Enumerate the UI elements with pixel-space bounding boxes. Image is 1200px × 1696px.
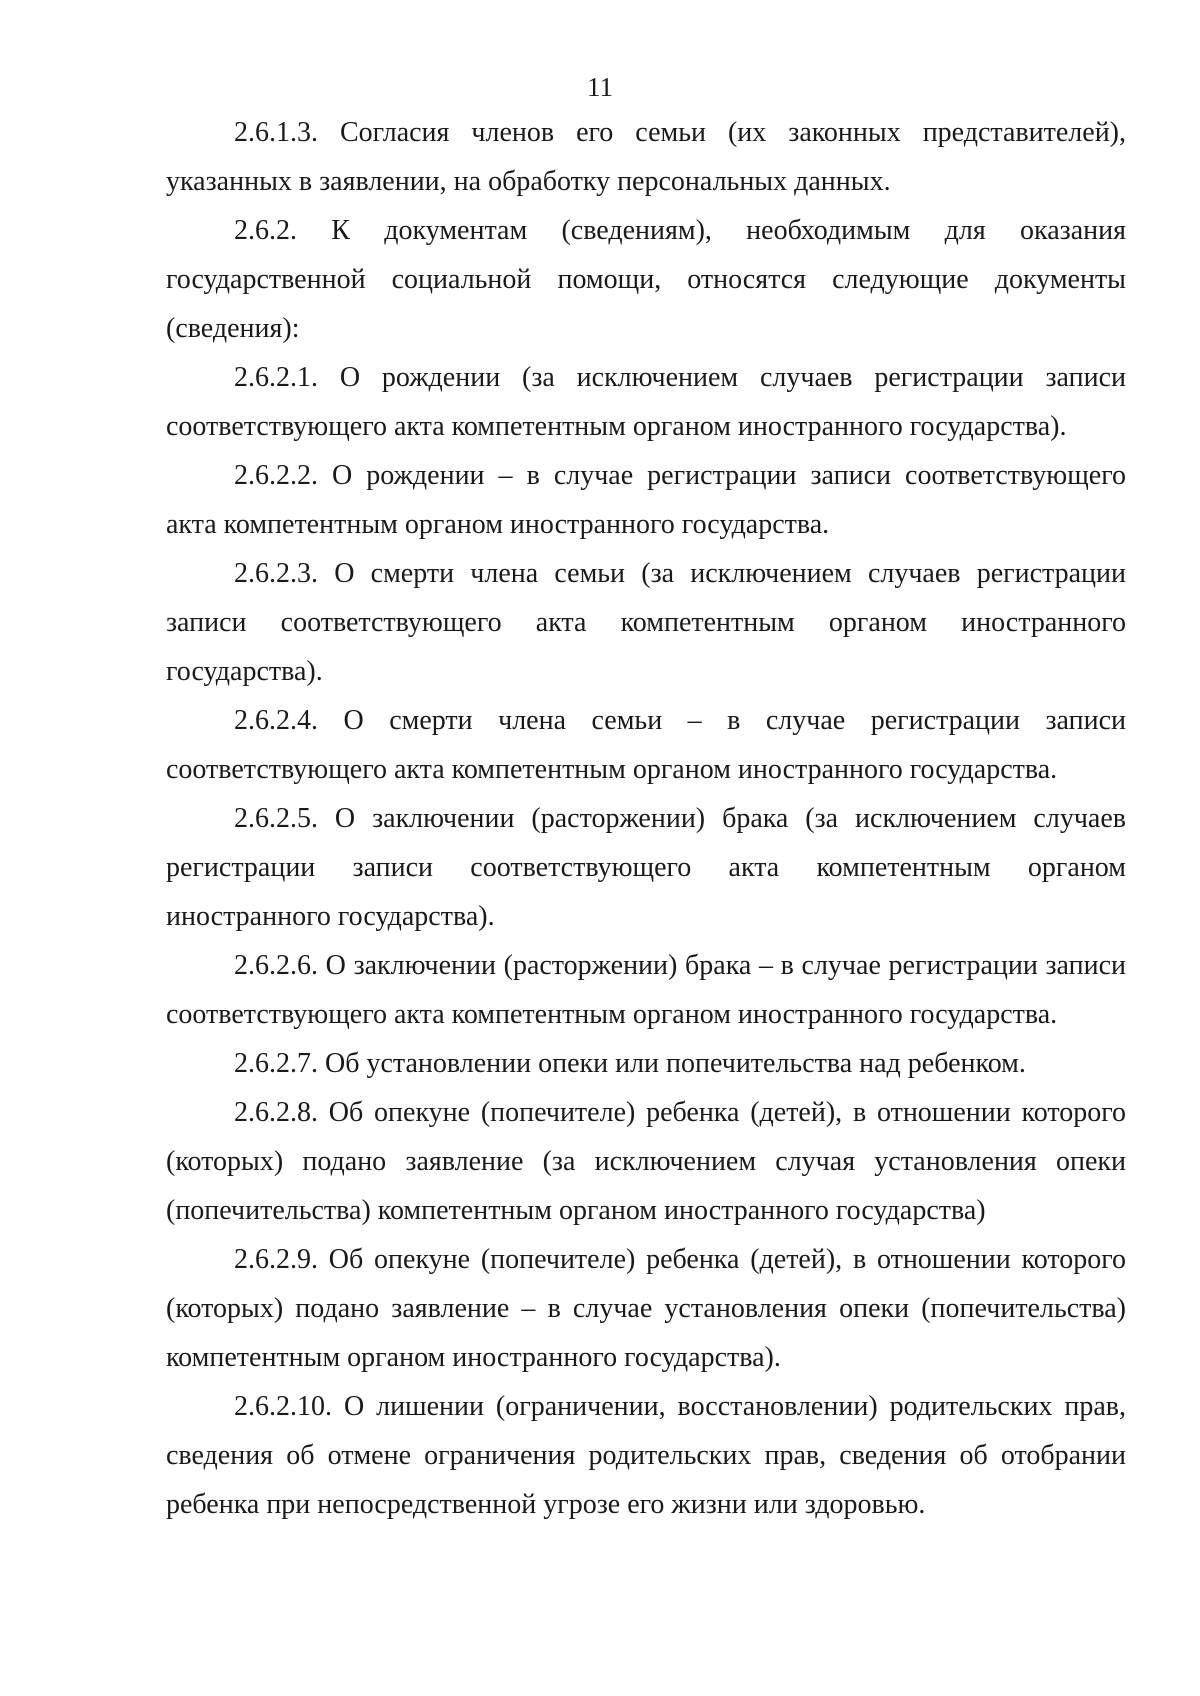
paragraph-2-6-2-6: 2.6.2.6. О заключении (расторжении) брака – в случае регистрации записи соответствующего акта компетентным органом иностранного государства. [166,950,1126,1030]
paragraph-2-6-2-7: 2.6.2.7. Об установлении опеки или попечительства над ребенком. [234,1048,1026,1079]
paragraph-2-6-2: 2.6.2. К документам (сведениям), необходимым для оказания государственной социальной помощи, относятся следующие документы (сведения): [166,215,1126,344]
paragraph-2-6-2-4: 2.6.2.4. О смерти члена семьи – в случае регистрации записи соответствующего акта компетентным органом иностранного государства. [166,705,1126,785]
paragraph-2-6-2-9: 2.6.2.9. Об опекуне (попечителе) ребенка (детей), в отношении которого (которых) подано заявление – в случае установления опеки (попечительства) компетентным органом иностранного государства). [166,1244,1126,1373]
page-number: 11 [587,72,613,102]
paragraph-2-6-2-3: 2.6.2.3. О смерти члена семьи (за исключением случаев регистрации записи соответствующего акта компетентным органом иностранного государства). [166,558,1126,687]
paragraph-2-6-2-10: 2.6.2.10. О лишении (ограничении, восстановлении) родительских прав, сведения об отмене ограничения родительских прав, сведения об отобрании ребенка при непосредственной угрозе его жизни или здоровью. [166,1391,1126,1520]
paragraph-2-6-2-5: 2.6.2.5. О заключении (расторжении) брака (за исключением случаев регистрации записи соответствующего акта компетентным органом иностранного государства). [166,803,1126,932]
paragraph-2-6-2-8: 2.6.2.8. Об опекуне (попечителе) ребенка (детей), в отношении которого (которых) подано заявление (за исключением случая установления опеки (попечительства) компетентным органом иностранного государства) [166,1097,1126,1226]
paragraph-2-6-2-2: 2.6.2.2. О рождении – в случае регистрации записи соответствующего акта компетентным органом иностранного государства. [166,460,1126,540]
paragraph-2-6-1-3: 2.6.1.3. Согласия членов его семьи (их законных представителей), указанных в заявлении, на обработку персональных данных. [166,117,1126,197]
document-body [166,108,1126,1529]
paragraph-2-6-2-1: 2.6.2.1. О рождении (за исключением случаев регистрации записи соответствующего акта компетентным органом иностранного государства). [166,362,1126,442]
